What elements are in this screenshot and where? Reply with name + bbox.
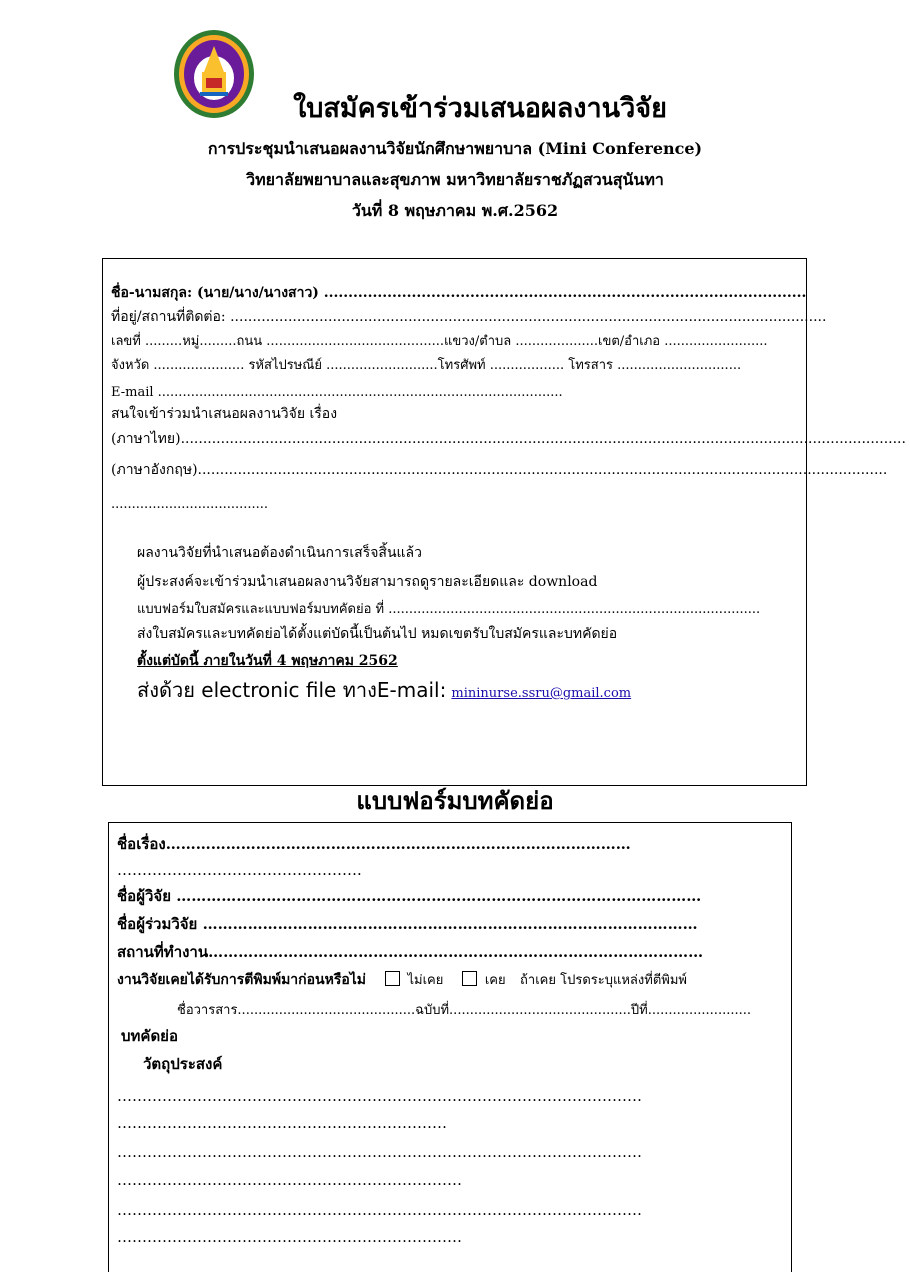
title-continuation-field[interactable]: ...................................... — [111, 497, 269, 512]
deadline: ตั้งแต่บัดนี้ ภายในวันที่ 4 พฤษภาคม 2562 — [137, 653, 398, 669]
province-field[interactable]: จังหวัด ...................... รหัสไปรษณีย์ ...........................โทรศัพท์ .................. โทรสาร .............................. — [111, 358, 742, 373]
note-completed: ผลงานวิจัยที่นำเสนอต้องดำเนินการเสร็จสิ้นแล้ว — [137, 545, 422, 561]
research-title-field-2[interactable]: …………………………………………. — [117, 861, 362, 879]
event-date: วันที่ 8 พฤษภาคม พ.ศ.2562 — [351, 201, 559, 220]
email-link[interactable]: mininurse.ssru@gmail.com — [451, 686, 632, 701]
note-forms-url: แบบฟอร์มใบสมัครและแบบฟอร์มบทคัดย่อ ที่ .......................................................................................... — [137, 602, 761, 617]
published-checkbox[interactable] — [462, 971, 477, 986]
email-submission — [137, 678, 631, 702]
institution-name: วิทยาลัยพยาบาลและสุขภาพ มหาวิทยาลัยราชภัฏสวนสุนันทา — [246, 170, 664, 189]
yes-label: เคย — [484, 973, 506, 988]
if-yes-note: ถ้าเคย โปรดระบุแหล่งที่ตีพิมพ์ — [520, 973, 687, 988]
objective-line-1[interactable]: …………………………………………………………………………………………… — [117, 1087, 642, 1105]
never-published-checkbox[interactable] — [385, 971, 400, 986]
english-dots: ........................................................................................................................................................... — [197, 462, 888, 478]
house-number-field[interactable]: เลขที่ .........หมู่.........ถนน ...........................................แขวง/ตำบล ....................เขต/อำเภอ ......................... — [111, 334, 768, 349]
objective-line-3[interactable]: …………………………………………………………………………………………… — [117, 1143, 642, 1161]
objective-label: วัตถุประสงค์ — [143, 1055, 223, 1073]
thai-dots: ................................................................................................................................................................... — [180, 431, 906, 447]
interest-label: สนใจเข้าร่วมนำเสนอผลงานวิจัย เรื่อง — [111, 406, 338, 422]
application-form-box — [102, 258, 906, 786]
note-submission: ส่งใบสมัครและบทคัดย่อได้ตั้งแต่บัดนี้เป็นต้นไป หมดเขตรับใบสมัครและบทคัดย่อ — [137, 626, 618, 642]
objective-line-2[interactable]: ………………………………………………………… — [117, 1114, 447, 1132]
conference-name: การประชุมนำเสนอผลงานวิจัยนักศึกษาพยาบาล (Mini Conference) — [207, 139, 703, 158]
abstract-form-heading: แบบฟอร์มบทคัดย่อ — [356, 786, 554, 815]
abstract-label: บทคัดย่อ — [121, 1027, 178, 1045]
research-title-field[interactable]: ชื่อเรื่อง………………………………………………………………………………… — [117, 835, 631, 853]
coresearcher-field[interactable]: ชื่อผู้ร่วมวิจัย ……………………………………………………………………………………… — [117, 915, 698, 933]
thai-label: (ภาษาไทย) — [111, 431, 181, 447]
note-download: ผู้ประสงค์จะเข้าร่วมนำเสนอผลงานวิจัยสามารถดูรายละเอียดและ download — [137, 574, 598, 590]
email-field[interactable]: E-mail .................................................................................................. — [111, 385, 563, 400]
never-label: ไม่เคย — [407, 973, 444, 988]
objective-line-6[interactable]: …………………………………………………………… — [117, 1228, 462, 1246]
name-field[interactable]: ชื่อ-นามสกุล: (นาย/นาง/นางสาว) ................................................................................................... — [111, 285, 807, 301]
objective-line-4[interactable]: …………………………………………………………… — [117, 1171, 462, 1189]
publication-question: งานวิจัยเคยได้รับการตีพิมพ์มาก่อนหรือไม่ — [117, 972, 367, 988]
researcher-field[interactable]: ชื่อผู้วิจัย …………………………………………………………………………………………… — [117, 887, 702, 905]
english-title-field[interactable] — [111, 462, 888, 479]
english-label: (ภาษาอังกฤษ) — [111, 462, 198, 478]
workplace-field[interactable]: สถานที่ทำงาน……………………………………………………………………………………… — [117, 943, 704, 961]
address-field[interactable]: ที่อยู่/สถานที่ติดต่อ: ...................................................................................................................................... — [111, 309, 827, 325]
page-title: ใบสมัครเข้าร่วมเสนอผลงานวิจัย — [293, 93, 667, 124]
publication-question-row — [117, 971, 787, 989]
send-text: ส่งด้วย electronic file ทางE-mail: — [137, 678, 447, 702]
thai-title-field[interactable] — [111, 431, 906, 448]
abstract-form-box — [108, 822, 792, 1272]
journal-field[interactable]: ชื่อวารสาร...........................................ฉบับที่............................................ปีที่......................... — [177, 1003, 751, 1018]
objective-line-5[interactable]: …………………………………………………………………………………………… — [117, 1201, 642, 1219]
